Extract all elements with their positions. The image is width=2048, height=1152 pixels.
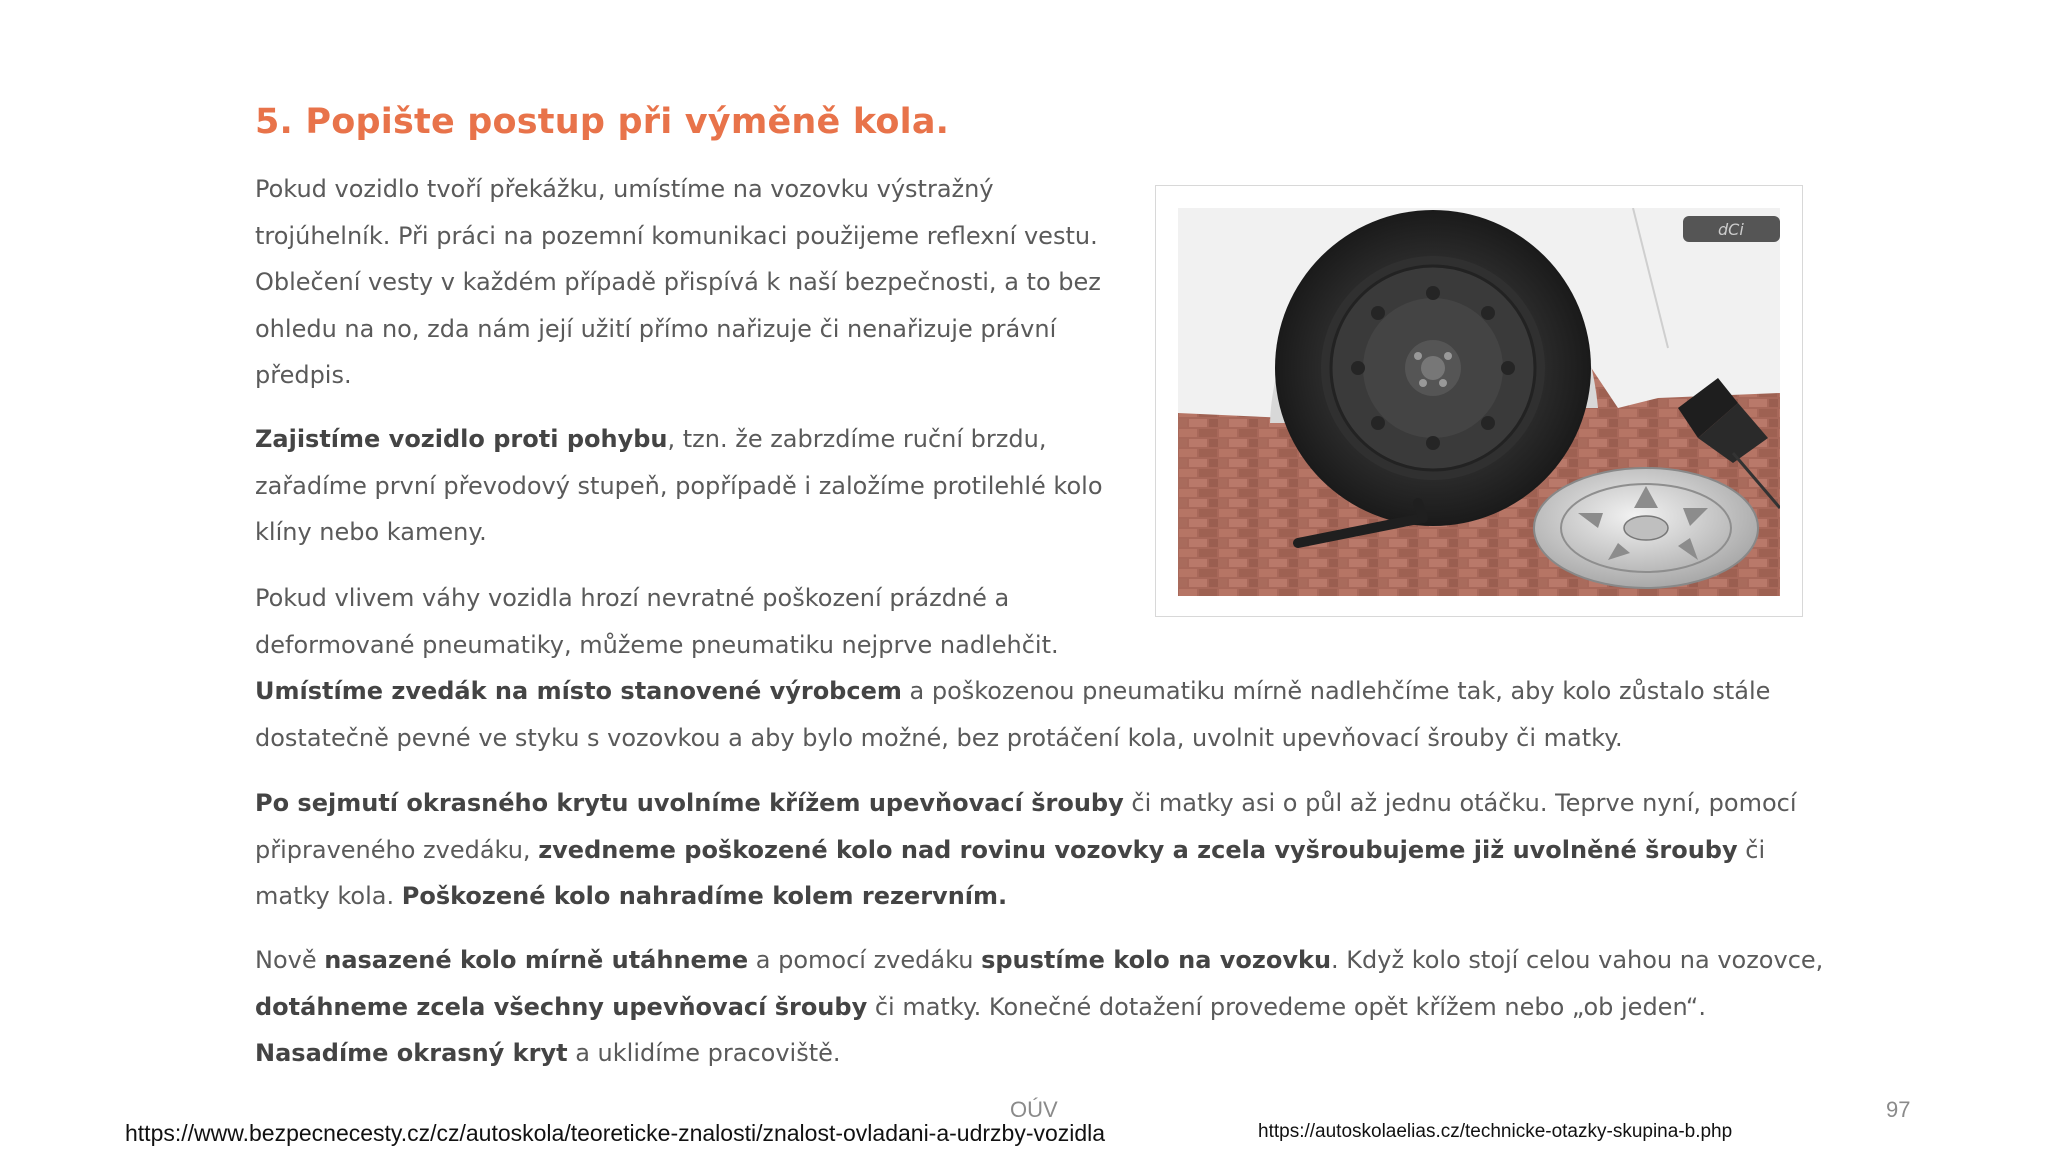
bold-phrase: Poškozené kolo nahradíme kolem rezervním. [401,882,1008,910]
paragraph-text: Nově [255,946,325,974]
bold-phrase: nasazené kolo mírně utáhneme [324,946,749,974]
footer-center-label: OÚV [1010,1097,1058,1122]
paragraph-text: a pomocí zvedáku [748,946,982,974]
hubcap-icon [1534,468,1758,588]
paragraph-text: . Když kolo stojí celou vahou na vozovce, [1331,946,1824,974]
paragraph-remove-wheel [255,780,1835,920]
page-number: 97 [1886,1097,1911,1122]
paragraph-text: a poškozenou pneumatiku mírně nadlehčíme tak, aby kolo zůstalo stále dostatečně pevné ve styku s vozovkou a aby bylo možné, bez protáčení kola, uvolnit upevňovací šrouby či matky. [255,677,1771,752]
section-heading: 5. Popište postup při výměně kola. [255,102,950,142]
wheel-change-photo-frame [1155,185,1803,617]
paragraph-text: Pokud vozidlo tvoří překážku, umístíme na vozovku výstražný trojúhelník. Při práci na pozemní komunikaci použijeme reflexní vestu. Oblečení vesty v každém případě přispívá k naší bezpečnosti, a to bez ohledu na no, zda nám její užití přímo nařizuje či nenařizuje právní předpis. [255,175,1101,389]
bold-phrase: spustíme kolo na vozovku [981,946,1332,974]
bold-phrase: dotáhneme zcela všechny upevňovací šrouby [255,992,868,1021]
paragraph-text: či matky asi o půl až jednu otáčku. Teprve nyní, pomocí připraveného zvedáku, [255,789,1797,864]
paragraph-secure-vehicle [255,416,1135,556]
paragraph-text: a uklidíme pracoviště. [567,1039,841,1067]
bold-phrase: Nasadíme okrasný kryt [255,1039,568,1067]
paragraph-text: či matky. Konečné dotažení provedeme opět křížem nebo „ob jeden“. [867,992,1706,1021]
car-badge-text: dCi [1718,220,1744,239]
bold-phrase: Po sejmutí okrasného krytu uvolníme křížem upevňovací šrouby [255,789,1124,817]
paragraph-mount-wheel [255,937,1835,1077]
car-wheel-illustration [1178,208,1780,596]
bold-phrase: zvedneme poškozené kolo nad rovinu vozovky a zcela vyšroubujeme již uvolněné šrouby [538,835,1738,864]
paragraph-text: , tzn. že zabrzdíme ruční brzdu, zařadíme první převodový stupeň, popřípadě i založíme protilehlé kolo klíny nebo kameny. [255,425,1103,546]
source-link-left[interactable]: https://www.bezpecnecesty.cz/cz/autoskola/teoreticke-znalosti/znalost-ovladani-a-udrzby-vozidla [125,1120,1106,1146]
bold-phrase: Zajistíme vozidlo proti pohybu [255,425,668,453]
paragraph-warning-triangle [255,166,1135,399]
source-link-right[interactable]: https://autoskolaelias.cz/technicke-otazky-skupina-b.php [1258,1121,1733,1142]
wheel-change-photo [1178,208,1780,596]
bold-phrase: Umístíme zvedák na místo stanovené výrobcem [255,677,902,705]
paragraph-text: Pokud vlivem váhy vozidla hrozí nevratné poškození prázdné a deformované pneumatiky, můžeme pneumatiku nejprve nadlehčit. [255,584,1059,659]
paragraph-text: či matky kola. [255,835,1766,910]
